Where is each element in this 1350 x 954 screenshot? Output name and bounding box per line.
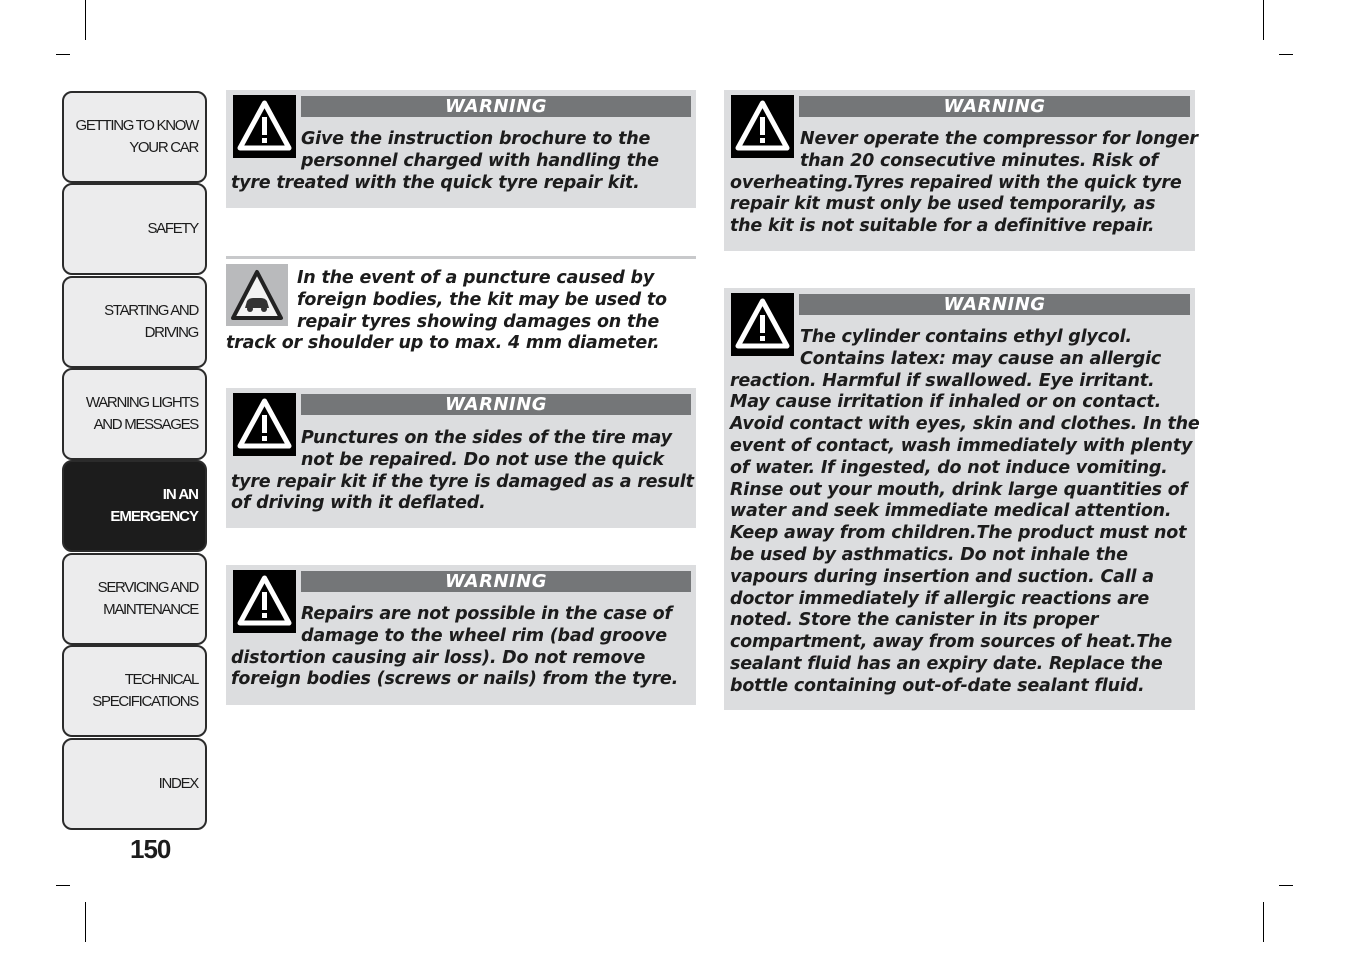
warning-text xyxy=(730,129,1198,238)
text-line: personnel charged with handling the xyxy=(301,150,659,171)
text-line: event of contact, wash immediately with plenty xyxy=(730,435,1193,456)
text-line: track or shoulder up to max. 4 mm diameter. xyxy=(226,333,660,354)
text-line: compartment, away from sources of heat.The xyxy=(730,632,1172,653)
tab-getting-to-know-your-car[interactable] xyxy=(62,91,207,183)
text-line: reaction. Harmful if swallowed. Eye irritant. xyxy=(730,370,1155,391)
text-line: Keep away from children.The product must not xyxy=(730,523,1187,544)
text-line: Repairs are not possible in the case of xyxy=(301,604,672,624)
divider xyxy=(226,256,696,259)
text-line: The cylinder contains ethyl glycol. xyxy=(800,327,1132,347)
text-line: bottle containing out-of-date sealant fluid. xyxy=(730,675,1145,696)
crop-mark xyxy=(56,885,70,886)
page-number: 150 xyxy=(130,834,171,864)
tab-label: SERVICING AND MAINTENANCE xyxy=(97,579,198,618)
note-text xyxy=(226,268,696,355)
tab-label: GETTING TO KNOW YOUR CAR xyxy=(75,117,198,156)
crop-mark xyxy=(1263,902,1264,942)
text-line: tyre repair kit if the tyre is damaged as a result xyxy=(231,471,694,492)
tab-technical-specifications[interactable] xyxy=(62,645,207,737)
text-line: foreign bodies (screws or nails) from the tyre. xyxy=(231,669,679,690)
warning-title: WARNING xyxy=(799,96,1190,117)
text-line: sealant fluid has an expiry date. Replace the xyxy=(730,653,1163,674)
text-line: Avoid contact with eyes, skin and clothes. In the xyxy=(730,414,1200,435)
text-line: the kit is not suitable for a definitive repair. xyxy=(730,216,1155,237)
warning-title: WARNING xyxy=(301,96,691,117)
tab-label: TECHNICAL SPECIFICATIONS xyxy=(92,671,198,710)
crop-mark xyxy=(1263,0,1264,40)
tab-starting-and-driving[interactable] xyxy=(62,276,207,368)
tab-servicing-and-maintenance[interactable] xyxy=(62,553,207,645)
warning-text xyxy=(730,327,1200,698)
crop-mark xyxy=(85,902,86,942)
crop-mark xyxy=(1279,54,1293,55)
tab-label: INDEX xyxy=(158,775,198,792)
text-line: doctor immediately if allergic reactions are xyxy=(730,588,1149,609)
text-line: Never operate the compressor for longer xyxy=(800,129,1198,149)
text-line: distortion causing air loss). Do not remove xyxy=(231,647,646,668)
text-line: Rinse out your mouth, drink large quantities of xyxy=(730,479,1188,500)
warning-box xyxy=(226,388,696,528)
text-line: foreign bodies, the kit may be used to xyxy=(297,289,667,310)
tab-safety[interactable] xyxy=(62,183,207,275)
text-line: In the event of a puncture caused by xyxy=(297,268,655,288)
text-line: than 20 consecutive minutes. Risk of xyxy=(800,150,1158,171)
warning-box xyxy=(226,90,696,208)
text-line: noted. Store the canister in its proper xyxy=(730,610,1099,631)
text-line: not be repaired. Do not use the quick xyxy=(301,449,664,470)
warning-box xyxy=(724,90,1198,251)
tab-index[interactable] xyxy=(62,738,207,830)
tab-label: WARNING LIGHTS AND MESSAGES xyxy=(85,394,198,433)
warning-title: WARNING xyxy=(301,571,691,592)
text-line: repair kit must only be used temporarily, as xyxy=(730,194,1156,215)
text-line: May cause irritation if inhaled or on contact. xyxy=(730,392,1162,413)
crop-mark xyxy=(85,0,86,40)
text-line: Give the instruction brochure to the xyxy=(301,129,651,149)
text-line: of driving with it deflated. xyxy=(231,493,486,514)
warning-box xyxy=(724,288,1200,710)
text-line: tyre treated with the quick tyre repair kit. xyxy=(231,172,640,193)
warning-title: WARNING xyxy=(799,294,1190,315)
crop-mark xyxy=(1279,885,1293,886)
tab-label: IN AN EMERGENCY xyxy=(110,486,198,525)
crop-mark xyxy=(56,54,70,55)
text-line: overheating.Tyres repaired with the quick tyre xyxy=(730,172,1182,193)
text-line: vapours during insertion and suction. Call a xyxy=(730,566,1154,587)
text-line: damage to the wheel rim (bad groove xyxy=(301,625,667,646)
warning-text xyxy=(231,129,696,194)
text-line: water and seek immediate medical attention. xyxy=(730,501,1172,522)
text-line: Contains latex: may cause an allergic xyxy=(800,348,1162,369)
text-line: Punctures on the sides of the tire may xyxy=(301,428,672,448)
tab-warning-lights-and-messages[interactable] xyxy=(62,368,207,460)
text-line: be used by asthmatics. Do not inhale the xyxy=(730,544,1128,565)
text-line: repair tyres showing damages on the xyxy=(297,311,660,332)
warning-text xyxy=(231,428,696,515)
tab-label: STARTING AND DRIVING xyxy=(104,302,198,341)
warning-box xyxy=(226,565,696,705)
warning-title: WARNING xyxy=(301,394,691,415)
text-line: of water. If ingested, do not induce vomiting. xyxy=(730,457,1168,478)
warning-text xyxy=(231,604,696,691)
tab-in-an-emergency[interactable] xyxy=(62,460,207,552)
tab-label: SAFETY xyxy=(147,220,198,237)
